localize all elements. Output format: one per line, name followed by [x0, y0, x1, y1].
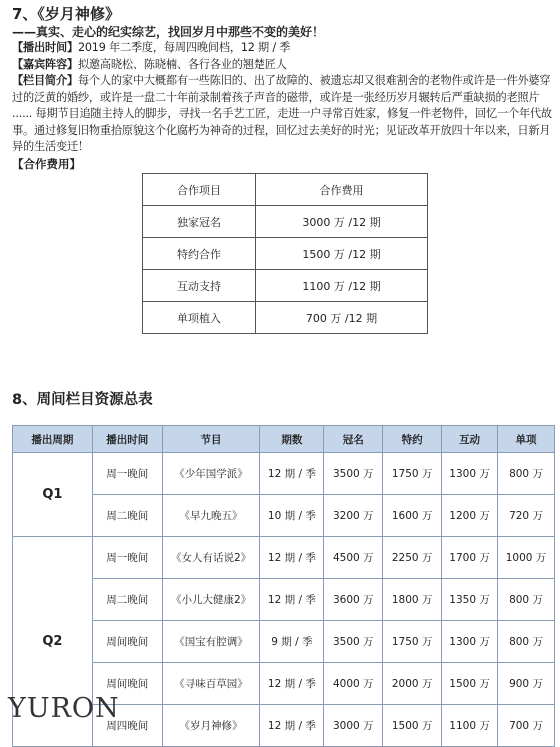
header-interactive: 互动 — [442, 426, 498, 453]
fee-title: 【合作费用】 — [12, 156, 81, 171]
single-cell: 1000 万 — [498, 537, 555, 579]
header-title-sponsor: 冠名 — [324, 426, 383, 453]
guests-value: 拟邀高晓松、陈晓楠、各行各业的翘楚匠人 — [77, 57, 287, 71]
program-cell: 《国宝有腔调》 — [162, 621, 260, 663]
airtime-cell: 周间晚间 — [92, 621, 162, 663]
airtime-value: 2019 年二季度，每周四晚间档，12 期 / 季 — [77, 41, 291, 54]
guests-label: 【嘉宾阵容】 — [12, 57, 78, 71]
interactive-cell: 1700 万 — [442, 537, 498, 579]
single-cell: 800 万 — [498, 453, 555, 495]
single-cell: 800 万 — [498, 579, 555, 621]
airtime-cell: 周二晚间 — [92, 495, 162, 537]
watermark-logo: YURON — [8, 693, 120, 724]
header-period: 播出周期 — [13, 426, 93, 453]
header-airtime: 播出时间 — [92, 426, 162, 453]
interactive-cell: 1300 万 — [442, 453, 498, 495]
program-cell: 《岁月神修》 — [162, 705, 260, 747]
episodes-cell: 12 期 / 季 — [260, 453, 324, 495]
table-row — [13, 537, 555, 579]
title-sponsor-cell: 3500 万 — [324, 453, 383, 495]
airtime-cell: 周二晚间 — [92, 579, 162, 621]
episodes-cell: 9 期 / 季 — [260, 621, 324, 663]
resource-table-header — [13, 426, 555, 453]
airtime-cell: 周一晚间 — [92, 537, 162, 579]
intro-label: 【栏目简介】 — [12, 74, 78, 87]
special-cell: 2000 万 — [383, 663, 442, 705]
title-sponsor-cell: 3500 万 — [324, 621, 383, 663]
interactive-cell: 1200 万 — [442, 495, 498, 537]
table-row — [13, 495, 555, 537]
program-cell: 《寻味百草园》 — [162, 663, 260, 705]
special-cell: 1750 万 — [383, 453, 442, 495]
fee-header-cost: 合作费用 — [256, 174, 428, 206]
table-row — [143, 302, 428, 334]
program-cell: 《早九晚五》 — [162, 495, 260, 537]
section-7 — [12, 4, 552, 173]
fee-item: 独家冠名 — [143, 206, 256, 238]
section-7-subtitle: ——真实、走心的纪实综艺，找回岁月中那些不变的美好！ — [12, 25, 325, 39]
interactive-cell: 1500 万 — [442, 663, 498, 705]
single-cell: 800 万 — [498, 621, 555, 663]
fee-cost: 3000 万 /12 期 — [256, 206, 428, 238]
episodes-cell: 12 期 / 季 — [260, 579, 324, 621]
special-cell: 1500 万 — [383, 705, 442, 747]
title-sponsor-cell: 3200 万 — [324, 495, 383, 537]
airtime-line — [12, 40, 552, 57]
interactive-cell: 1100 万 — [442, 705, 498, 747]
title-sponsor-cell: 4500 万 — [324, 537, 383, 579]
single-cell: 700 万 — [498, 705, 555, 747]
table-row — [143, 238, 428, 270]
header-program: 节目 — [162, 426, 260, 453]
airtime-cell: 周四晚间 — [92, 705, 162, 747]
header-special: 特约 — [383, 426, 442, 453]
single-cell: 720 万 — [498, 495, 555, 537]
title-sponsor-cell: 3000 万 — [324, 705, 383, 747]
fee-cost: 700 万 /12 期 — [256, 302, 428, 334]
program-cell: 《小儿大健康2》 — [162, 579, 260, 621]
fee-item: 单项植入 — [143, 302, 256, 334]
fee-cost: 1100 万 /12 期 — [256, 270, 428, 302]
period-cell: Q1 — [13, 453, 93, 537]
airtime-cell: 周一晚间 — [92, 453, 162, 495]
table-row — [143, 206, 428, 238]
fee-item: 互动支持 — [143, 270, 256, 302]
airtime-label: 【播出时间】 — [12, 41, 78, 54]
section-8-title: 8、周间栏目资源总表 — [12, 392, 153, 408]
table-row — [13, 621, 555, 663]
special-cell: 1750 万 — [383, 621, 442, 663]
header-episodes: 期数 — [260, 426, 324, 453]
program-cell: 《少年国学派》 — [162, 453, 260, 495]
episodes-cell: 10 期 / 季 — [260, 495, 324, 537]
section-7-title: 7、《岁月神修》 — [12, 5, 120, 23]
interactive-cell: 1300 万 — [442, 621, 498, 663]
fee-cost: 1500 万 /12 期 — [256, 238, 428, 270]
fee-header-item: 合作项目 — [143, 174, 256, 206]
table-row — [143, 270, 428, 302]
interactive-cell: 1350 万 — [442, 579, 498, 621]
fee-table-header — [143, 174, 428, 206]
special-cell: 1600 万 — [383, 495, 442, 537]
title-sponsor-cell: 4000 万 — [324, 663, 383, 705]
guests-line — [12, 57, 552, 74]
special-cell: 2250 万 — [383, 537, 442, 579]
period-cell: Q2 — [13, 537, 93, 747]
episodes-cell: 12 期 / 季 — [260, 705, 324, 747]
table-row — [13, 453, 555, 495]
program-cell: 《女人有话说2》 — [162, 537, 260, 579]
intro-value: 每个人的家中大概都有一些陈旧的、出了故障的、被遗忘却又很难割舍的老物件或许是一件外婆穿过的泛黄的婚纱，或许是一盘二十年前录制着孩子声音的磁带，或许是一张经历岁月辗转后严重缺损的老照片 ...... 每期节目追随主持人的脚步，寻找一名手艺工匠，走进一户寻常百姓家，修复一件老物件，回忆一个年代故事。通过修复旧物重拾原貌这个化腐朽为神奇的过程，回忆过去美好的时光；见证改革开放四十年以来，日新月异的生活变迁！ — [12, 74, 552, 153]
fee-item: 特约合作 — [143, 238, 256, 270]
fee-table — [142, 173, 428, 334]
single-cell: 900 万 — [498, 663, 555, 705]
table-row — [13, 579, 555, 621]
airtime-cell: 周间晚间 — [92, 663, 162, 705]
episodes-cell: 12 期 / 季 — [260, 537, 324, 579]
title-sponsor-cell: 3600 万 — [324, 579, 383, 621]
episodes-cell: 12 期 / 季 — [260, 663, 324, 705]
header-single: 单项 — [498, 426, 555, 453]
special-cell: 1800 万 — [383, 579, 442, 621]
intro-paragraph — [12, 73, 552, 156]
